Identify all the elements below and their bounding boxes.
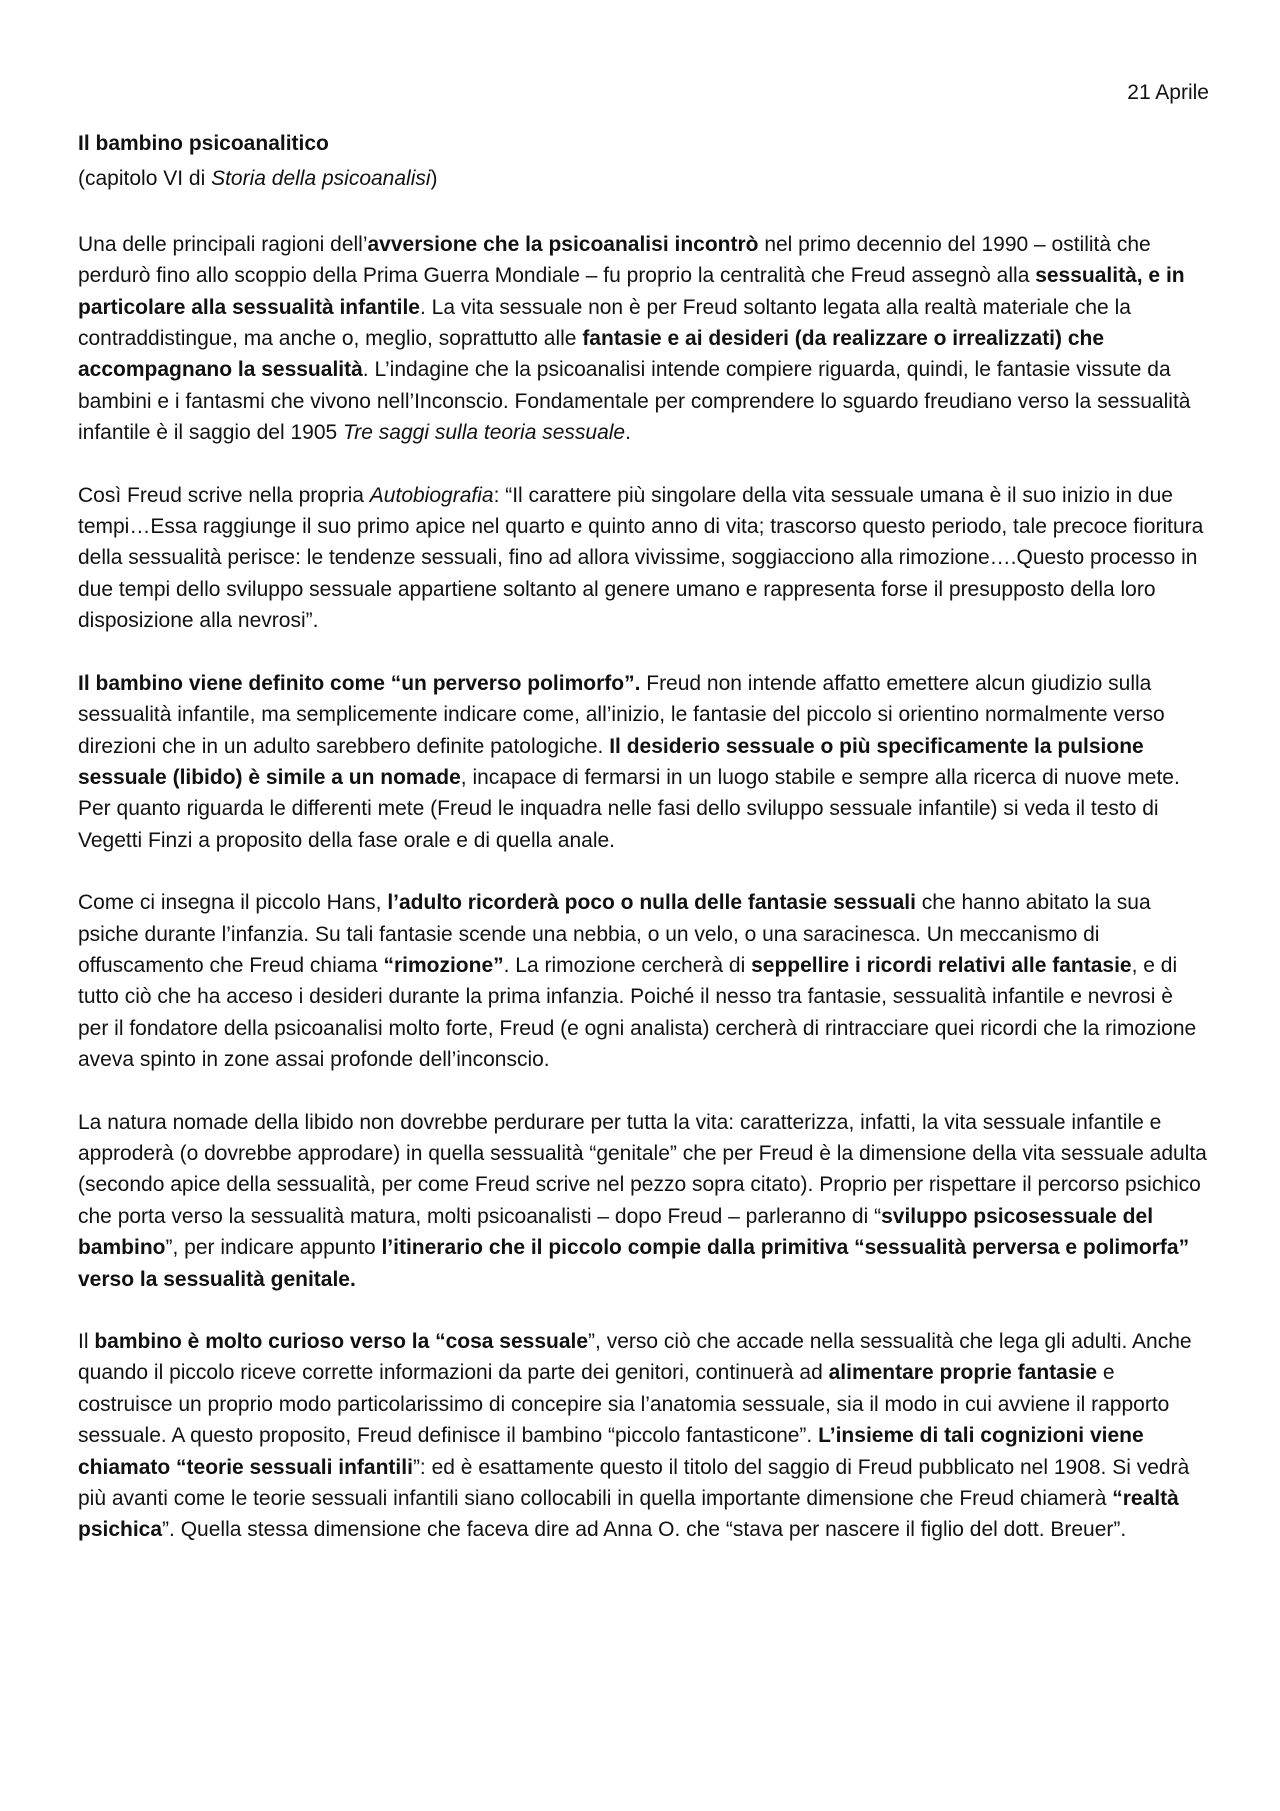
bold-run: “rimozione” (383, 953, 504, 977)
document-title: Il bambino psicoanalitico (78, 132, 329, 155)
bold-run: alimentare proprie fantasie (828, 1361, 1098, 1385)
text-run: ”. Quella stessa dimensione che faceva dire ad Anna O. che “stava per nascere il figlio del dott. Breuer”. (162, 1518, 1127, 1542)
bold-run: sessualità, e in particolare alla sessualità infantile (78, 264, 1185, 319)
italic-run: Tre saggi sulla teoria sessuale (343, 421, 626, 445)
text-run: . (625, 421, 631, 445)
paragraph-3 (78, 668, 1208, 856)
italic-run: Autobiografia (369, 483, 494, 507)
text-run: e costruisce un proprio modo particolarissimo di concepire sia l’anatomia sessuale, sia il modo in cui avviene il rapporto sessuale. A questo proposito, Freud definisce il bambino “piccolo fantasticone”. (78, 1361, 1170, 1448)
text-run: ”, per indicare appunto (165, 1236, 382, 1260)
text-run: Freud non intende affatto emettere alcun giudizio sulla sessualità infantile, ma semplicemente indicare come, all’inizio, le fantasie del piccolo si orientino normalmente verso direzioni che in un adulto sarebbero definite patologiche. (78, 671, 1165, 758)
text-run: nel primo decennio del 1990 – ostilità che perdurò fino allo scoppio della Prima Guerra Mondiale – fu proprio la centralità che Freud assegnò alla (78, 232, 1151, 288)
text-run: Così Freud scrive nella propria (78, 483, 370, 507)
text-run: , e di tutto ciò che ha acceso i desideri durante la prima infanzia. Poiché il nesso tra fantasie, sessualità infantile e nevrosi è per il fondatore della psicoanalisi molto forte, Freud (e ogni analista) cercherà di rintracciare quei ricordi che la rimozione aveva spinto in zone assai profonde dell’inconscio. (78, 953, 1197, 1072)
paragraph-1 (78, 229, 1208, 449)
text-run: ”: ed è esattamente questo il titolo del saggio di Freud pubblicato nel 1908. Si vedrà più avanti come le teorie sessuali infantili siano collocabili in quella importante dimensione che Freud chiamerà (78, 1455, 1190, 1511)
text-run: ”, verso ciò che accade nella sessualità che lega gli adulti. Anche quando il piccolo riceve corrette informazioni da parte dei genitori, continuerà ad (78, 1330, 1192, 1385)
paragraph-2 (78, 480, 1208, 637)
paragraph-4 (78, 887, 1208, 1075)
text-run: : “Il carattere più singolare della vita sessuale umana è il suo inizio in due tempi…Essa raggiunge il suo primo apice nel quarto e quinto anno di vita; trascorso questo periodo, tale precoce fioritura della sessualità perisce: le tendenze sessuali, fino ad allora vivissime, soggiacciono alla rimozione….Questo processo in due tempi dello sviluppo sessuale appartiene soltanto al genere umano e rappresenta forse il presupposto della loro disposizione alla nevrosi”. (78, 483, 1204, 633)
document-body (78, 128, 1208, 1546)
text-run: . La vita sessuale non è per Freud soltanto legata alla realtà materiale che la contraddistingue, ma anche o, meglio, soprattutto alle (78, 295, 1131, 351)
text-run: . La rimozione cercherà di (503, 953, 752, 977)
paragraph-6 (78, 1326, 1208, 1546)
bold-run: “realtà psichica (78, 1487, 1179, 1542)
text-run: Il (78, 1330, 95, 1353)
bold-run: bambino è molto curioso verso la “cosa sessuale (94, 1330, 589, 1353)
text-run: , incapace di fermarsi in un luogo stabile e sempre alla ricerca di nuove mete. Per quanto riguarda le differenti mete (Freud le inquadra nelle fasi dello sviluppo sessuale infantile) si veda il testo di Vegetti Finzi a proposito della fase orale e di quella anale. (78, 765, 1180, 852)
text-run: che hanno abitato la sua psiche durante l’infanzia. Su tali fantasie scende una nebbia, o un velo, o una saracinesca. Un meccanismo di offuscamento che Freud chiama (78, 891, 1151, 977)
subtitle-prefix: (capitolo VI di (78, 167, 212, 191)
document-date: 21 Aprile (1127, 81, 1209, 104)
bold-run: L’insieme di tali cognizioni viene chiamato “teorie sessuali infantili (78, 1424, 1144, 1479)
bold-run: seppellire i ricordi relativi alle fantasie (751, 953, 1132, 977)
bold-run: avversione che la psicoanalisi incontrò (367, 232, 759, 256)
bold-run: Il desiderio sessuale o più specificamente la pulsione sessuale (libido) è simile a un nomade (78, 734, 1144, 789)
bold-run: l’adulto ricorderà poco o nulla delle fantasie sessuali (387, 891, 916, 915)
bold-run: fantasie e ai desideri (da realizzare o irrealizzati) che accompagnano la sessualità (78, 327, 1105, 382)
text-run: Una delle principali ragioni dell’ (78, 232, 368, 256)
text-run: Come ci insegna il piccolo Hans, (78, 891, 388, 915)
bold-run: Il bambino viene definito come “un perverso polimorfo”. (78, 671, 641, 695)
bold-run: l’itinerario che il piccolo compie dalla primitiva “sessualità perversa e polimorfa” verso la sessualità genitale. (78, 1236, 1190, 1291)
text-run: . L’indagine che la psicoanalisi intende compiere riguarda, quindi, le fantasie vissute da bambini e i fantasmi che vivono nell’Inconscio. Fondamentale per comprendere lo sguardo freudiano verso la sessualità infantile è il saggio del 1905 (78, 358, 1191, 445)
paragraph-5 (78, 1107, 1208, 1295)
subtitle-book-title: Storia della psicoanalisi (211, 167, 431, 191)
bold-run: sviluppo psicosessuale del bambino (78, 1204, 1154, 1260)
document-subtitle (78, 163, 1208, 194)
text-run: La natura nomade della libido non dovrebbe perdurare per tutta la vita: caratterizza, infatti, la vita sessuale infantile e approderà (o dovrebbe approdare) in quella sessualità “genitale” che per Freud è la dimensione della vita sessuale adulta (secondo apice della sessualità, per come Freud scrive nel pezzo sopra citato). Proprio per rispettare il percorso psichico che porta verso la sessualità matura, molti psicoanalisti – dopo Freud – parleranno di “ (78, 1110, 1207, 1228)
subtitle-suffix: ) (430, 167, 438, 191)
